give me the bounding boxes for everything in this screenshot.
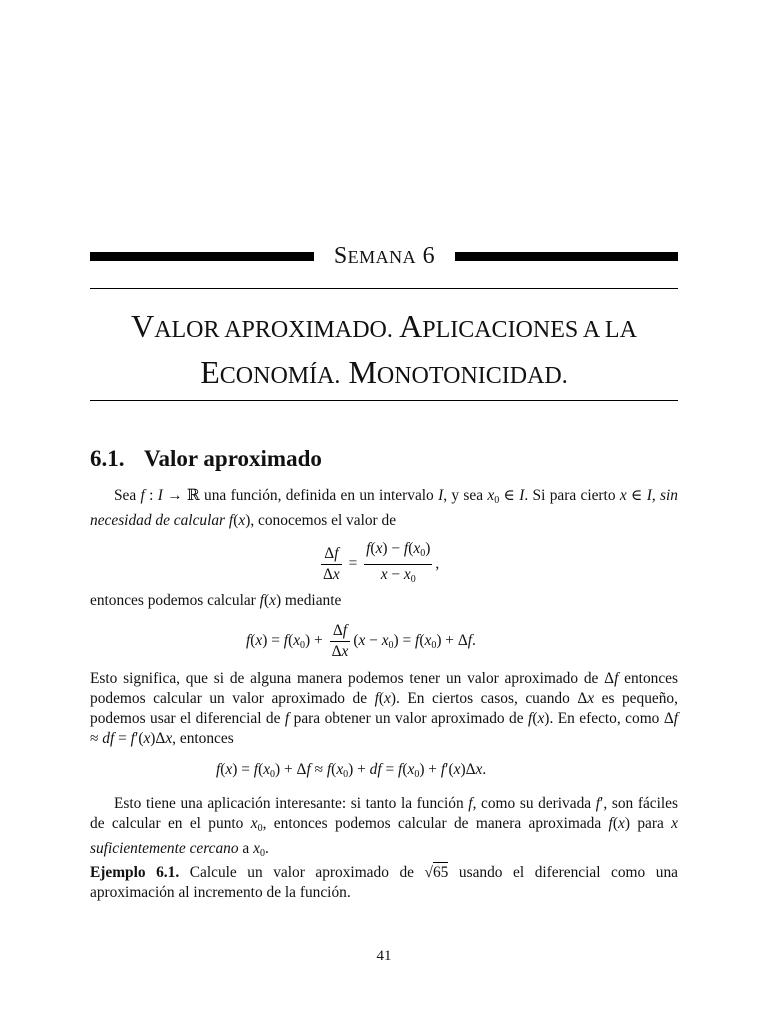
paragraph-3: Esto significa, que si de alguna manera podemos tener un valor aproximado de Δf entonces podemos calcular un valor aproximado de f(x). En ciertos casos, cuando Δx es pequeño, podemos usar el diferencial de f para obtener un valor aproximado de f(x). En efecto, como Δf ≈ df = f′(x)Δx, entonces: [90, 670, 679, 747]
header-bar-left: [90, 252, 314, 261]
paragraph-1: Sea f : I → ℝ una función, definida en un intervalo I, y sea $x_0$ ∈ I. Si para cierto x ∈ I, sin necesidad de calcular f(x), conocemos el valor de: [90, 487, 678, 529]
equation-differential-approx: $f(x) = f(x_0) + \Delta f \approx f(x_0)$ + df = $f(x_0) + f'(x)\Delta x$.: [216, 761, 487, 780]
page-number: 41: [376, 948, 392, 964]
equation-delta-quotient: $\frac{\Delta f}{\Delta x}$ = $\frac{f(x) - f(x_0)}{x - x_0}$ ,: [323, 540, 440, 585]
paragraph-2: entonces podemos calcular f(x) mediante: [90, 592, 342, 609]
chapter-title: VALOR APROXIMADO. APLICACIONES A LA ECONOMÍA. MONOTONICIDAD.: [131, 308, 637, 390]
chapter-label: SEMANA 6: [333, 243, 436, 269]
equation-f-expansion: $f(x) = f(x_0)$ + $\frac{\Delta f}{\Delta x}$ $(x - x_0) = f(x_0) + \Delta f$.: [246, 622, 476, 660]
paragraph-4: Esto tiene una aplicación interesante: si tanto la función f, como su derivada f′, son fáciles de calcular en el punto $x_0$, entonces podemos calcular de manera aproximada f(x) para x suficientemente cercano a $x_0$.: [90, 795, 679, 859]
title-rule-bottom: [90, 400, 678, 401]
header-bar-right: [455, 252, 678, 261]
title-rule-top: [90, 288, 678, 289]
section-heading: 6.1. Valor aproximado: [90, 446, 322, 471]
example-6-1: Ejemplo 6.1. Calcule un valor aproximado de √65 usando el diferencial como una aproximación al incremento de la función.: [90, 864, 678, 901]
